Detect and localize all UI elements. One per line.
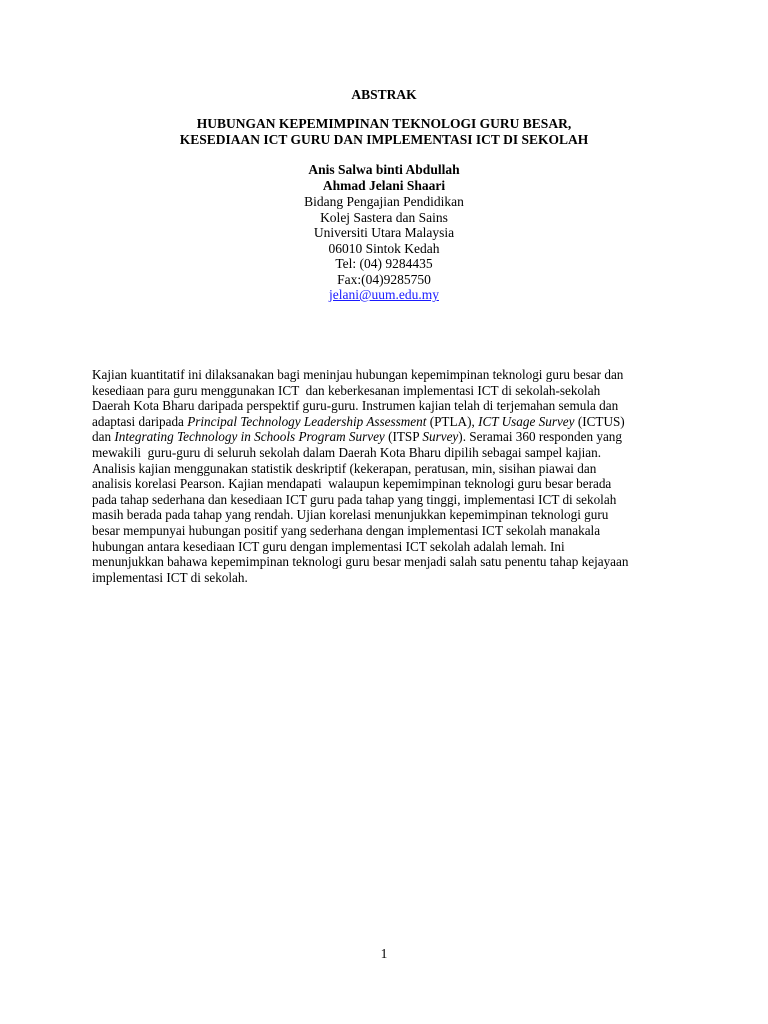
abstract-line bbox=[92, 414, 682, 430]
abstract-line bbox=[92, 429, 682, 445]
abstract-italic-text: Principal Technology Leadership Assessment bbox=[187, 413, 427, 429]
affiliation-fax: Fax:(04)9285750 bbox=[337, 271, 431, 287]
abstract-text: (PTLA), bbox=[426, 413, 479, 429]
abstract-text: dan bbox=[92, 429, 115, 445]
abstract-line bbox=[92, 570, 682, 586]
abstract-text: masih berada pada tahap yang rendah. Ujian korelasi menunjukkan kepemimpinan teknologi guru bbox=[92, 507, 609, 523]
abstract-line bbox=[92, 507, 682, 523]
affiliation-college: Kolej Sastera dan Sains bbox=[320, 209, 448, 225]
abstract-text: pada tahap sederhana dan kesediaan ICT guru pada tahap yang tinggi, implementasi ICT di sekolah bbox=[92, 491, 617, 507]
paper-title bbox=[0, 116, 768, 148]
abstract-italic-text: Survey bbox=[422, 429, 459, 445]
affiliation-department: Bidang Pengajian Pendidikan bbox=[304, 194, 464, 209]
abstract-line bbox=[92, 539, 682, 555]
title-line-1: HUBUNGAN KEPEMIMPINAN TEKNOLOGI GURU BESAR, bbox=[196, 116, 572, 131]
email-link[interactable]: jelani@uum.edu.my bbox=[329, 287, 439, 302]
abstract-line bbox=[92, 367, 682, 383]
abstract-text: (ITSP bbox=[384, 429, 423, 445]
abstract-text: (ICTUS) bbox=[574, 413, 625, 429]
affiliation-block bbox=[0, 194, 768, 303]
abstract-text: mewakili guru-guru di seluruh sekolah dalam Daerah Kota Bharu dipilih sebagai sampel kajian. bbox=[92, 444, 602, 460]
abstract-text: Analisis kajian menggunakan statistik deskriptif (kekerapan, peratusan, min, sisihan piawai dan bbox=[92, 460, 597, 476]
abstract-line bbox=[92, 523, 682, 539]
abstract-text: hubungan antara kesediaan ICT guru dengan implementasi ICT sekolah adalah lemah. Ini bbox=[92, 538, 565, 554]
abstract-italic-text: ICT Usage Survey bbox=[478, 413, 575, 429]
abstract-heading: ABSTRAK bbox=[351, 87, 417, 102]
author-1: Anis Salwa binti Abdullah bbox=[308, 162, 460, 177]
abstract-text: analisis korelasi Pearson. Kajian mendapati walaupun kepemimpinan teknologi guru besar berada bbox=[92, 476, 612, 492]
abstract-text: ). Seramai 360 responden yang bbox=[458, 429, 622, 445]
abstract-line bbox=[92, 492, 682, 508]
abstract-text: Daerah Kota Bharu daripada perspektif guru-guru. Instrumen kajian telah di terjemahan semula dan bbox=[92, 398, 619, 414]
page-number: 1 bbox=[380, 946, 388, 961]
abstract-text: besar mempunyai hubungan positif yang sederhana dengan implementasi ICT sekolah manakala bbox=[92, 522, 601, 538]
abstract-line bbox=[92, 461, 682, 477]
abstract-line bbox=[92, 476, 682, 492]
abstract-line bbox=[92, 383, 682, 399]
author-2: Ahmad Jelani Shaari bbox=[322, 178, 446, 193]
abstract-italic-text: Integrating Technology in Schools Program Survey bbox=[114, 429, 385, 445]
title-line-2: KESEDIAAN ICT GURU DAN IMPLEMENTASI ICT DI SEKOLAH bbox=[179, 132, 589, 147]
header-block bbox=[0, 86, 768, 303]
abstract-body bbox=[92, 367, 682, 585]
abstract-text: menunjukkan bahawa kepemimpinan teknologi guru besar menjadi salah satu penentu tahap kejayaan bbox=[92, 554, 629, 570]
abstract-line bbox=[92, 554, 682, 570]
author-list bbox=[0, 162, 768, 194]
abstract-text: implementasi ICT di sekolah. bbox=[92, 569, 248, 585]
affiliation-address: 06010 Sintok Kedah bbox=[328, 240, 440, 256]
abstract-line bbox=[92, 398, 682, 414]
affiliation-university: Universiti Utara Malaysia bbox=[313, 225, 455, 240]
abstract-text: Kajian kuantitatif ini dilaksanakan bagi meninjau hubungan kepemimpinan teknologi guru besar dan bbox=[92, 367, 624, 382]
abstract-text: adaptasi daripada bbox=[92, 413, 188, 429]
email-line bbox=[0, 287, 768, 303]
affiliation-tel: Tel: (04) 9284435 bbox=[335, 256, 433, 271]
abstract-line bbox=[92, 445, 682, 461]
abstract-text: kesediaan para guru menggunakan ICT dan keberkesanan implementasi ICT di sekolah-sekolah bbox=[92, 382, 601, 398]
